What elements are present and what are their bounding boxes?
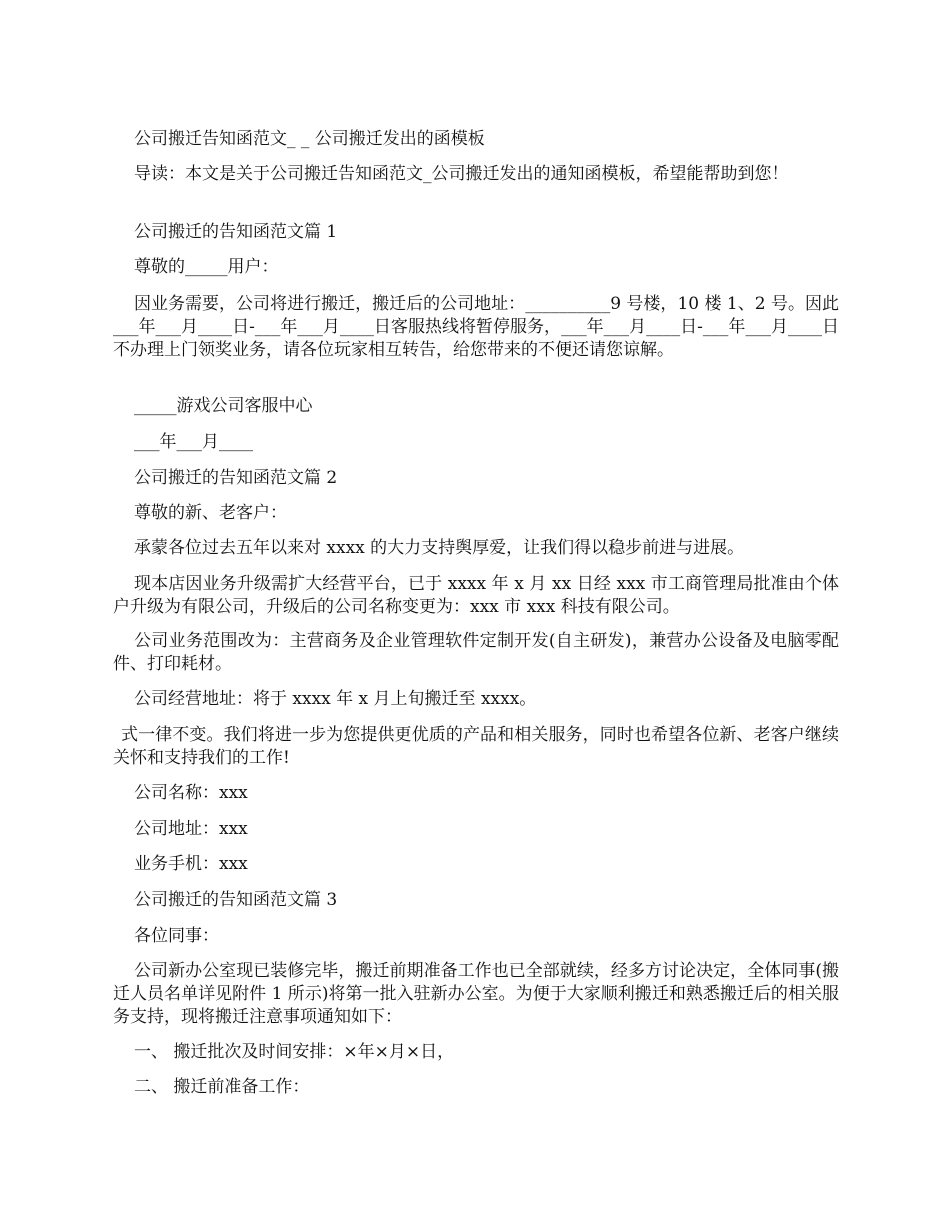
- company-address: 公司地址：xxx: [134, 819, 248, 839]
- section1-date: ___年___月____: [134, 432, 253, 452]
- section2-heading: 公司搬迁的告知函范文篇 2: [134, 468, 338, 488]
- section2-paragraph-1: 承蒙各位过去五年以来对 xxxx 的大力支持舆厚爱，让我们得以稳步前进与进展。: [134, 538, 745, 558]
- section2-paragraph-5: 式一律不变。我们将进一步为您提供更优质的产品和相关服务，同时也希望各位新、老客户继续关怀和支持我们的工作!: [113, 725, 839, 768]
- document-title: 公司搬迁告知函范文_ _ 公司搬迁发出的函模板: [134, 129, 485, 149]
- section3-item-1: 一、 搬迁批次及时间安排：×年×月×日，: [134, 1042, 455, 1062]
- section1-signature: _____游戏公司客服中心: [134, 396, 313, 416]
- section3-salutation: 各位同事：: [134, 926, 219, 946]
- section2-paragraph-4: 公司经营地址：将于 xxxx 年 x 月上旬搬迁至 xxxx。: [134, 689, 537, 709]
- section2-salutation: 尊敬的新、老客户：: [134, 503, 287, 523]
- section2-paragraph-2: 现本店因业务升级需扩大经营平台，已于 xxxx 年 x 月 xx 日经 xxx 市工商管理局批准由个体户升级为有限公司，升级后的公司名称变更为：xxx 市 xxx 科技有限公司。: [113, 574, 839, 617]
- section3-item-2: 二、 搬迁前准备工作：: [134, 1077, 310, 1097]
- section3-heading: 公司搬迁的告知函范文篇 3: [134, 890, 338, 910]
- section1-body: 因业务需要，公司将进行搬迁，搬迁后的公司地址：__________9 号楼，10 楼 1、2 号。因此___年___月____日-___年___月____日客服热线将暂停服务，___年___月____日-___年___月____日不办理上门领奖业务，请各位玩家相互转告，给您带来的不便还请您谅解。: [113, 294, 839, 360]
- section1-salutation: 尊敬的_____用户：: [134, 257, 279, 277]
- business-phone: 业务手机：xxx: [134, 854, 248, 874]
- intro-paragraph: 导读：本文是关于公司搬迁告知函范文_公司搬迁发出的通知函模板，希望能帮助到您！: [134, 164, 789, 184]
- section2-paragraph-3: 公司业务范围改为：主营商务及企业管理软件定制开发(自主研发)，兼营办公设备及电脑零配件、打印耗材。: [113, 631, 839, 674]
- section1-heading: 公司搬迁的告知函范文篇 1: [134, 222, 338, 242]
- company-name: 公司名称：xxx: [134, 783, 248, 803]
- section3-body: 公司新办公室现已装修完毕，搬迁前期准备工作也已全部就续，经多方讨论决定，全体同事(搬迁人员名单详见附件 1 所示)将第一批入驻新办公室。为便于大家顺利搬迁和熟悉搬迁后的相关服务支持，现将搬迁注意事项通知如下：: [113, 961, 839, 1027]
